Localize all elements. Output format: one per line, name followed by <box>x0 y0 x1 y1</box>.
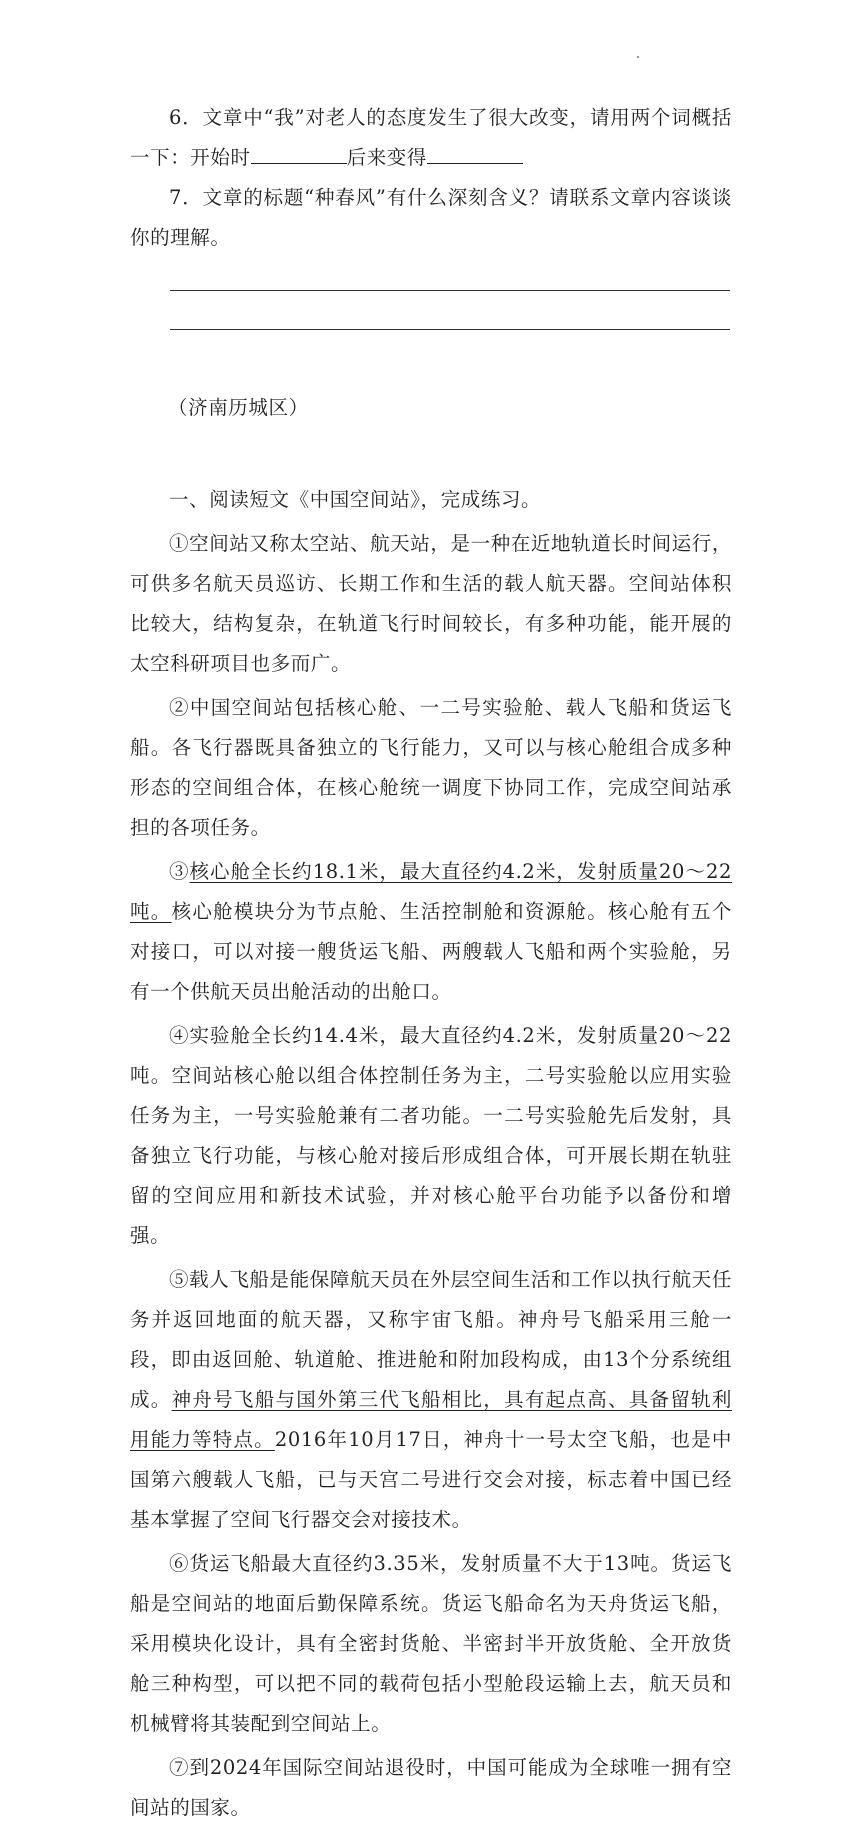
section-title: 一、阅读短文《中国空间站》，完成练习。 <box>169 488 542 511</box>
paragraph-3-underlined-sentence: 核心舱全长约18.1米，最大直径约4.2米，发射质量20～22吨。 <box>130 860 732 923</box>
paragraph-5 <box>130 1260 732 1540</box>
paragraph-6: ⑥货运飞船最大直径约3.35米，发射质量不大于13吨。货运飞船是空间站的地面后勤保障系统。货运飞船命名为天舟货运飞船，采用模块化设计，具有全密封货舱、半密封半开放货舱、全开放货舱三种构型，可以把不同的载荷包括小型舱段运输上去，航天员和机械臂将其装配到空间站上。 <box>130 1552 732 1735</box>
paragraph-3 <box>130 852 732 1012</box>
answer-blank-later[interactable] <box>427 139 523 164</box>
paragraph-2: ②中国空间站包括核心舱、一二号实验舱、载人飞船和货运飞船。各飞行器既具备独立的飞行能力，又可以与核心舱组合成多种形态的空间组合体，在核心舱统一调度下协同工作，完成空间站承担的各项任务。 <box>130 696 732 839</box>
paragraph-5-text-a: ⑤载人飞船是能保障航天员在外层空间生活和工作以执行航天任务并返回地面的航天器，又称宇宙飞船。神舟号飞船采用三舱一段，即由返回舱、轨道舱、推进舱和附加段构成，由13个分系统组成。 <box>130 1268 732 1411</box>
paragraph-1: ①空间站又称太空站、航天站，是一种在近地轨道长时间运行，可供多名航天员巡访、长期工作和生活的载人航天器。空间站体积比较大，结构复杂，在轨道飞行时间较长，有多种功能，能开展的太空科研项目也多而广。 <box>130 532 732 675</box>
paragraph-4: ④实验舱全长约14.4米，最大直径约4.2米，发射质量20～22吨。空间站核心舱以组合体控制任务为主，二号实验舱以应用实验任务为主，一号实验舱兼有二者功能。一二号实验舱先后发射，具备独立飞行功能，与核心舱对接后形成组合体，可开展长期在轨驻留的空间应用和新技术试验，并对核心舱平台功能予以备份和增强。 <box>130 1024 732 1247</box>
paragraph-3-marker: ③ <box>169 860 190 883</box>
question-6-text-b: 后来变得 <box>346 146 428 169</box>
answer-blank-start[interactable] <box>251 139 347 164</box>
answer-line-2[interactable] <box>170 329 730 330</box>
question-7: 7．文章的标题“种春风”有什么深刻含义？请联系文章内容谈谈你的理解。 <box>130 186 732 249</box>
question-6-text-a: 6．文章中“我”对老人的态度发生了很大改变，请用两个词概括一下：开始时 <box>130 106 732 169</box>
paragraph-5-text-b: 2016年10月17日，神舟十一号太空飞船，也是中国第六艘载人飞船，已与天宫二号进行交会对接，标志着中国已经基本掌握了空间飞行器交会对接技术。 <box>130 1428 732 1531</box>
scan-dot <box>637 56 639 58</box>
paragraph-5-underlined-sentence: 神舟号飞船与国外第三代飞船相比，具有起点高、具备留轨利用能力等特点。 <box>130 1388 733 1451</box>
question-6 <box>130 98 732 178</box>
answer-line-1[interactable] <box>170 290 730 291</box>
document-content <box>130 98 732 1828</box>
region-label: （济南历城区） <box>168 396 309 419</box>
paragraph-3-rest: 核心舱模块分为节点舱、生活控制舱和资源舱。核心舱有五个对接口，可以对接一艘货运飞船、两艘载人飞船和两个实验舱，另有一个供航天员出舱活动的出舱口。 <box>130 900 733 1003</box>
paragraph-7: ⑦到2024年国际空间站退役时，中国可能成为全球唯一拥有空间站的国家。 <box>130 1756 732 1819</box>
